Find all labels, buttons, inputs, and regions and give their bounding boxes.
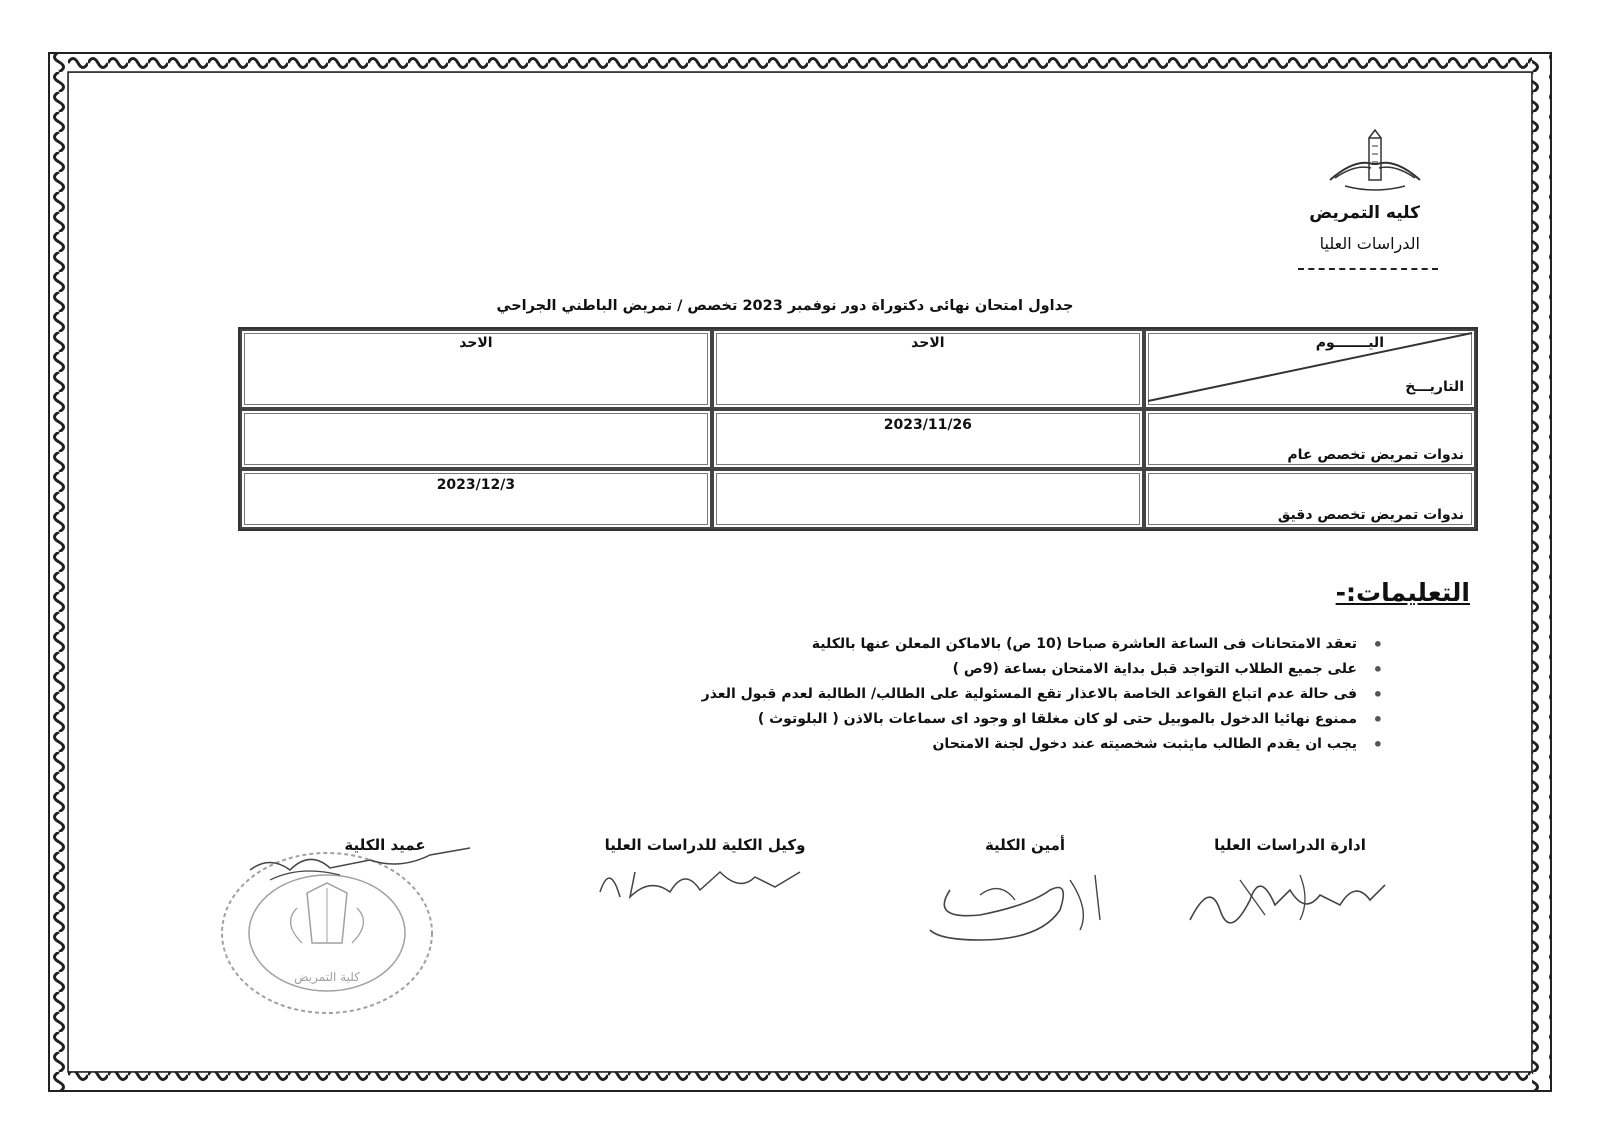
official-stamp-icon — [212, 848, 442, 1018]
secretary-signature — [920, 860, 1130, 974]
signatory-vice-dean-title: وكيل الكلية للدراسات العليا — [604, 836, 806, 854]
stamp-text: كلية التمريض — [294, 970, 360, 984]
row-subject-cell — [1144, 469, 1476, 529]
instruction-item: • تعقد الامتحانات فى الساعة العاشرة صباحا (10 ص) بالاماكن المعلن عنها بالكلية — [585, 636, 1385, 661]
instruction-item: • على جميع الطلاب التواجد قبل بداية الامتحان بساعة (9ص ) — [585, 661, 1385, 686]
admin-signature — [1180, 860, 1400, 944]
instruction-item: • ممنوع نهائيا الدخول بالموبيل حتى لو كان مغلقا او وجود اى سماعات بالاذن ( البلوتوث ) — [585, 711, 1385, 736]
signatory-dean-title: عميد الكلية — [344, 836, 426, 854]
row-subject: ندوات تمريض تخصص دقيق — [1277, 507, 1464, 523]
table-row — [240, 469, 1476, 529]
vice-dean-signature — [590, 852, 810, 916]
signatory-admin-title: ادارة الدراسات العليا — [1214, 836, 1366, 854]
instructions-title: التعليمات:- — [1335, 578, 1470, 607]
exam-date-cell: 2023/12/3 — [240, 469, 712, 529]
university-logo-icon — [1325, 128, 1425, 196]
instruction-item: • يجب ان يقدم الطالب مايثبت شخصيته عند دخول لجنة الامتحان — [585, 736, 1385, 761]
signatory-secretary-title: أمين الكلية — [984, 836, 1066, 854]
exam-date-cell — [712, 469, 1144, 529]
row-subject-cell — [1144, 409, 1476, 469]
exam-schedule-table — [238, 327, 1478, 531]
date-label: التاريـــخ — [1405, 379, 1464, 395]
row-subject: ندوات تمريض تخصص عام — [1287, 447, 1464, 463]
table-header-row — [240, 329, 1476, 409]
exam-date-cell — [240, 409, 712, 469]
college-name: كليه التمريض — [1309, 203, 1420, 223]
instruction-item: • فى حالة عدم اتباع القواعد الخاصة بالاعذار تقع المسئولية على الطالب/ الطالبة لعدم قبول العذر — [585, 686, 1385, 711]
table-row — [240, 409, 1476, 469]
corner-cell — [1144, 329, 1476, 409]
day-column-header: الاحد — [712, 329, 1144, 409]
instructions-list — [585, 636, 1385, 761]
exam-date-cell: 2023/11/26 — [712, 409, 1144, 469]
table-title: جداول امتحان نهائى دكتوراة دور نوفمبر 2023 تخصص / تمريض الباطني الجراحي — [496, 298, 1074, 314]
department-name: الدراسات العليا — [1319, 234, 1420, 253]
day-column-header: الاحد — [240, 329, 712, 409]
day-label: اليـــــــوم — [1315, 335, 1384, 351]
header-separator — [1298, 268, 1438, 270]
